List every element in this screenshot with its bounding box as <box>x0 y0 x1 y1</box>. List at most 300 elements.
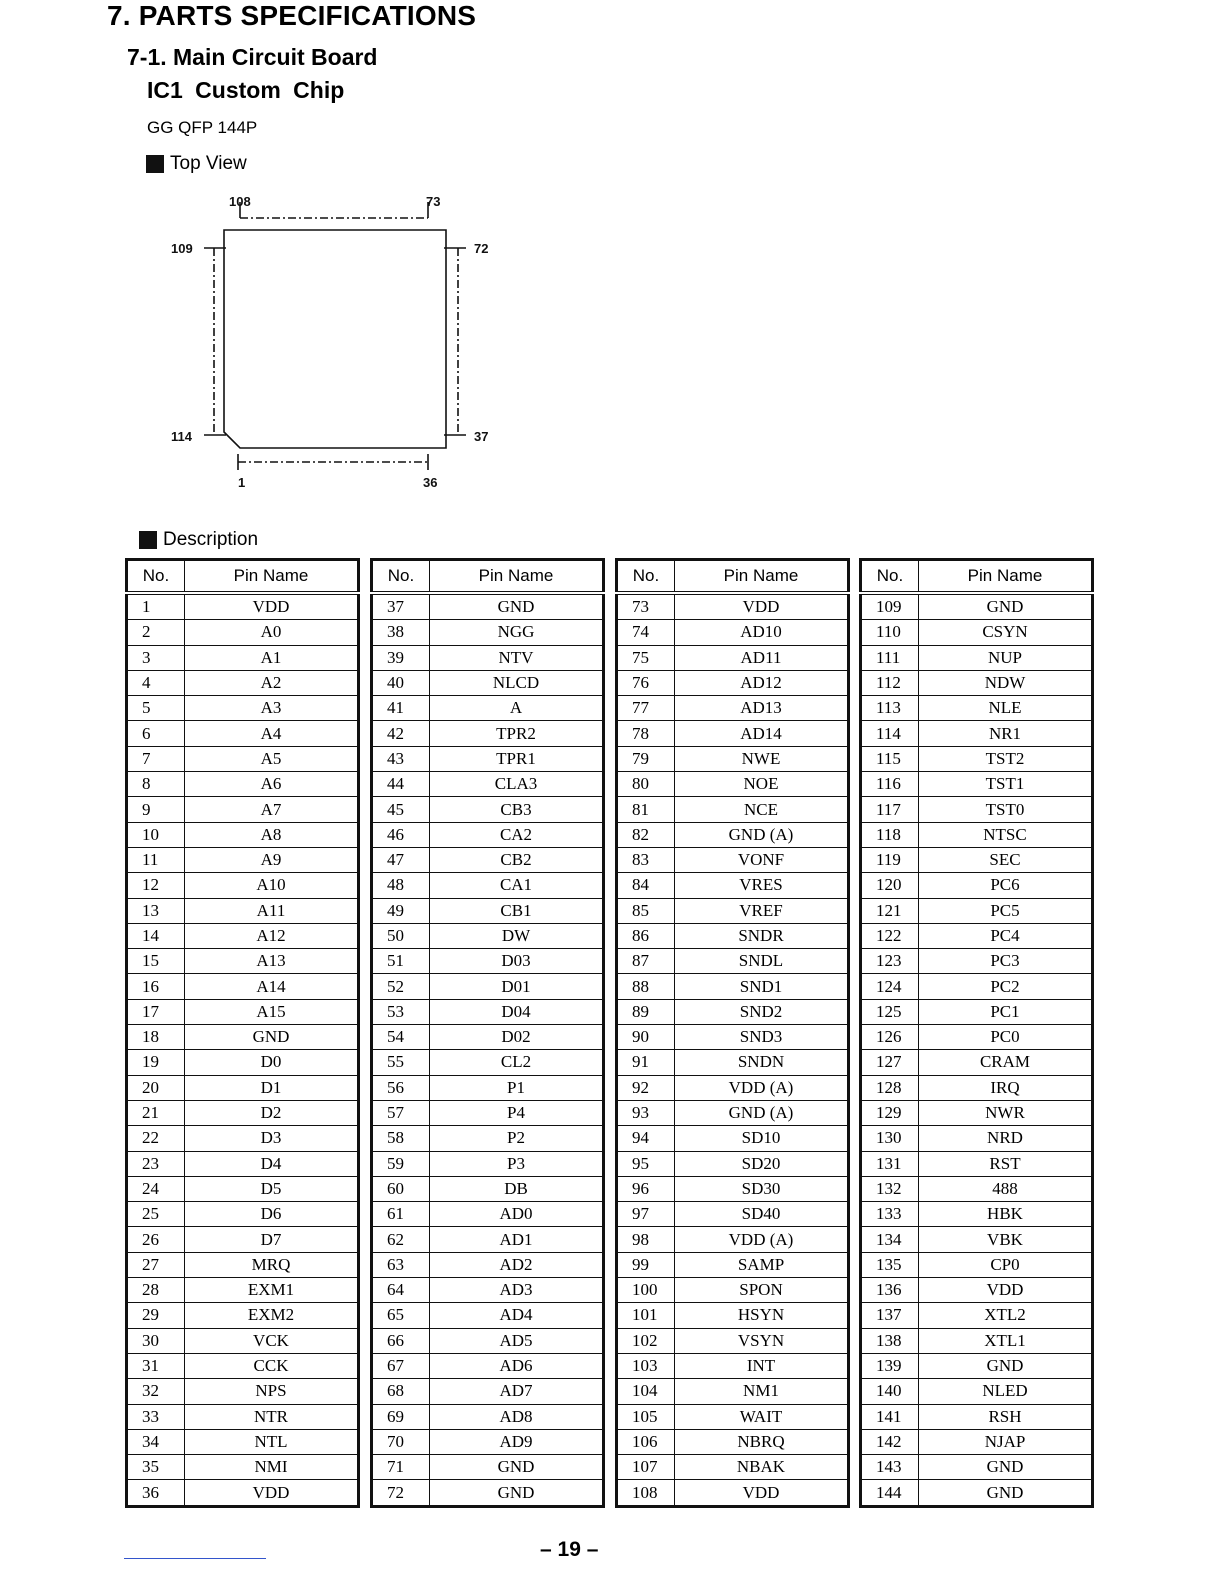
pin-label-108: 108 <box>229 194 251 209</box>
pin-number: 123 <box>861 949 919 974</box>
pin-number: 73 <box>617 593 675 620</box>
pin-name: VONF <box>675 847 849 872</box>
pin-number: 142 <box>861 1429 919 1454</box>
table-row <box>372 645 604 670</box>
pin-number: 62 <box>372 1227 430 1252</box>
pin-number: 7 <box>127 746 185 771</box>
pin-name: D04 <box>430 999 604 1024</box>
pin-name: VDD (A) <box>675 1227 849 1252</box>
table-row <box>127 1429 359 1454</box>
pin-number: 137 <box>861 1303 919 1328</box>
pin-name: TPR1 <box>430 746 604 771</box>
table-row <box>861 999 1093 1024</box>
column-header-pin-name: Pin Name <box>430 560 604 594</box>
pin-name: A9 <box>185 847 359 872</box>
table-row <box>861 1328 1093 1353</box>
table-row <box>617 999 849 1024</box>
pin-number: 106 <box>617 1429 675 1454</box>
table-row <box>861 797 1093 822</box>
pin-name: NWE <box>675 746 849 771</box>
pin-name: CSYN <box>919 620 1093 645</box>
pin-number: 96 <box>617 1176 675 1201</box>
pin-name: VRES <box>675 873 849 898</box>
pin-number: 75 <box>617 645 675 670</box>
pin-number: 79 <box>617 746 675 771</box>
pin-name: A8 <box>185 822 359 847</box>
pin-number: 52 <box>372 974 430 999</box>
pin-number: 26 <box>127 1227 185 1252</box>
pin-number: 67 <box>372 1353 430 1378</box>
pin-number: 109 <box>861 593 919 620</box>
pin-number: 47 <box>372 847 430 872</box>
pin-name: AD13 <box>675 696 849 721</box>
pin-name: SND3 <box>675 1025 849 1050</box>
pin-number: 89 <box>617 999 675 1024</box>
pin-name: VDD <box>185 1480 359 1506</box>
table-row <box>372 847 604 872</box>
pin-number: 141 <box>861 1404 919 1429</box>
table-row <box>617 620 849 645</box>
pin-number: 115 <box>861 746 919 771</box>
table-row <box>372 1455 604 1480</box>
table-row <box>617 923 849 948</box>
pin-number: 91 <box>617 1050 675 1075</box>
table-row <box>127 593 359 620</box>
pin-name: AD14 <box>675 721 849 746</box>
table-row <box>127 1151 359 1176</box>
table-row <box>372 898 604 923</box>
table-row <box>617 1202 849 1227</box>
pin-number: 15 <box>127 949 185 974</box>
pin-number: 14 <box>127 923 185 948</box>
pin-name: CA1 <box>430 873 604 898</box>
table-row <box>861 873 1093 898</box>
pin-name: P2 <box>430 1126 604 1151</box>
table-row <box>372 949 604 974</box>
pin-number: 101 <box>617 1303 675 1328</box>
pin-number: 38 <box>372 620 430 645</box>
pin-number: 8 <box>127 772 185 797</box>
table-row <box>617 645 849 670</box>
pin-number: 36 <box>127 1480 185 1506</box>
table-row <box>372 1050 604 1075</box>
pin-name: VDD <box>185 593 359 620</box>
pin-number: 46 <box>372 822 430 847</box>
pin-name: NMI <box>185 1455 359 1480</box>
pin-name: A12 <box>185 923 359 948</box>
table-row <box>372 1379 604 1404</box>
table-row <box>127 721 359 746</box>
pin-name: NR1 <box>919 721 1093 746</box>
pin-name: NBAK <box>675 1455 849 1480</box>
pin-name: D1 <box>185 1075 359 1100</box>
pin-name: HBK <box>919 1202 1093 1227</box>
table-row <box>372 999 604 1024</box>
pin-number: 71 <box>372 1455 430 1480</box>
pin-number: 113 <box>861 696 919 721</box>
table-row <box>861 949 1093 974</box>
pin-name: A3 <box>185 696 359 721</box>
pin-number: 56 <box>372 1075 430 1100</box>
table-row <box>127 974 359 999</box>
pin-name: SNDR <box>675 923 849 948</box>
pin-number: 144 <box>861 1480 919 1506</box>
table-row <box>861 1303 1093 1328</box>
pin-number: 35 <box>127 1455 185 1480</box>
pin-name: VDD <box>675 1480 849 1506</box>
pin-number: 64 <box>372 1278 430 1303</box>
pin-number: 99 <box>617 1252 675 1277</box>
pin-name: SND1 <box>675 974 849 999</box>
pin-name: P4 <box>430 1100 604 1125</box>
table-row <box>372 1202 604 1227</box>
table-row <box>372 746 604 771</box>
pin-table-4 <box>859 558 1094 1508</box>
pin-name: GND <box>919 1353 1093 1378</box>
pin-number: 29 <box>127 1303 185 1328</box>
table-row <box>617 1025 849 1050</box>
pin-number: 19 <box>127 1050 185 1075</box>
pin-name: D5 <box>185 1176 359 1201</box>
pin-number: 11 <box>127 847 185 872</box>
pin-name: A6 <box>185 772 359 797</box>
pin-number: 21 <box>127 1100 185 1125</box>
pin-name: NTR <box>185 1404 359 1429</box>
table-row <box>127 797 359 822</box>
pin-name: D3 <box>185 1126 359 1151</box>
pin-number: 97 <box>617 1202 675 1227</box>
pin-name: GND <box>919 593 1093 620</box>
pin-number: 3 <box>127 645 185 670</box>
pin-number: 44 <box>372 772 430 797</box>
pin-name: MRQ <box>185 1252 359 1277</box>
pin-number: 105 <box>617 1404 675 1429</box>
pin-name: AD0 <box>430 1202 604 1227</box>
table-row <box>617 797 849 822</box>
table-row <box>372 1075 604 1100</box>
table-row <box>861 1050 1093 1075</box>
table-row <box>127 1328 359 1353</box>
pin-name: NLCD <box>430 670 604 695</box>
pin-number: 41 <box>372 696 430 721</box>
bullet-square-icon <box>146 155 164 173</box>
table-row <box>372 1480 604 1506</box>
table-row <box>861 1227 1093 1252</box>
pin-name: D01 <box>430 974 604 999</box>
pin-name: VDD <box>675 593 849 620</box>
pin-number: 93 <box>617 1100 675 1125</box>
pin-name: AD5 <box>430 1328 604 1353</box>
pin-name: GND <box>430 1480 604 1506</box>
pin-number: 81 <box>617 797 675 822</box>
table-row <box>127 1202 359 1227</box>
pin-name: RST <box>919 1151 1093 1176</box>
pin-number: 117 <box>861 797 919 822</box>
table-row <box>127 620 359 645</box>
table-row <box>127 1404 359 1429</box>
pin-name: SNDL <box>675 949 849 974</box>
table-row <box>372 1328 604 1353</box>
pin-table-1 <box>125 558 360 1508</box>
pin-name: PC2 <box>919 974 1093 999</box>
table-row <box>127 898 359 923</box>
table-row <box>372 1303 604 1328</box>
pin-name: IRQ <box>919 1075 1093 1100</box>
pin-name: AD4 <box>430 1303 604 1328</box>
pin-number: 40 <box>372 670 430 695</box>
pin-name: SAMP <box>675 1252 849 1277</box>
pin-name: A1 <box>185 645 359 670</box>
pin-number: 16 <box>127 974 185 999</box>
pin-number: 124 <box>861 974 919 999</box>
pin-number: 42 <box>372 721 430 746</box>
pin-name: SPON <box>675 1278 849 1303</box>
pin-name: PC5 <box>919 898 1093 923</box>
pin-number: 98 <box>617 1227 675 1252</box>
pin-number: 66 <box>372 1328 430 1353</box>
pin-number: 53 <box>372 999 430 1024</box>
pin-number: 54 <box>372 1025 430 1050</box>
description-label: Description <box>163 529 259 550</box>
table-row <box>127 645 359 670</box>
pin-number: 110 <box>861 620 919 645</box>
pin-name: P3 <box>430 1151 604 1176</box>
table-row <box>372 1278 604 1303</box>
pin-number: 69 <box>372 1404 430 1429</box>
pin-number: 23 <box>127 1151 185 1176</box>
pin-name: GND (A) <box>675 1100 849 1125</box>
pin-number: 87 <box>617 949 675 974</box>
pin-number: 84 <box>617 873 675 898</box>
pin-name: HSYN <box>675 1303 849 1328</box>
table-row <box>861 847 1093 872</box>
pin-number: 82 <box>617 822 675 847</box>
pin-number: 143 <box>861 1455 919 1480</box>
pin-number: 6 <box>127 721 185 746</box>
pin-number: 131 <box>861 1151 919 1176</box>
table-row <box>861 1025 1093 1050</box>
pin-number: 65 <box>372 1303 430 1328</box>
table-row <box>127 1100 359 1125</box>
table-row <box>127 1303 359 1328</box>
pin-name: NCE <box>675 797 849 822</box>
table-row <box>861 1278 1093 1303</box>
pin-number: 31 <box>127 1353 185 1378</box>
pin-number: 114 <box>861 721 919 746</box>
table-row <box>127 1075 359 1100</box>
pin-name: A0 <box>185 620 359 645</box>
pin-number: 37 <box>372 593 430 620</box>
pin-number: 125 <box>861 999 919 1024</box>
pin-number: 10 <box>127 822 185 847</box>
pin-name: GND <box>185 1025 359 1050</box>
pin-number: 85 <box>617 898 675 923</box>
pin-name: NDW <box>919 670 1093 695</box>
table-row <box>617 1429 849 1454</box>
table-row <box>372 974 604 999</box>
pin-number: 12 <box>127 873 185 898</box>
pin-name: A <box>430 696 604 721</box>
pin-number: 24 <box>127 1176 185 1201</box>
column-header-no: No. <box>861 560 919 594</box>
pin-name: D03 <box>430 949 604 974</box>
table-row <box>372 1126 604 1151</box>
pin-name: AD6 <box>430 1353 604 1378</box>
pin-name: CL2 <box>430 1050 604 1075</box>
pin-name: D0 <box>185 1050 359 1075</box>
pin-name: CB3 <box>430 797 604 822</box>
pin-name: NPS <box>185 1379 359 1404</box>
pin-name: PC0 <box>919 1025 1093 1050</box>
pin-number: 88 <box>617 974 675 999</box>
table-row <box>127 1353 359 1378</box>
pin-name: AD1 <box>430 1227 604 1252</box>
pin-number: 25 <box>127 1202 185 1227</box>
pin-table-2 <box>370 558 605 1508</box>
table-row <box>127 949 359 974</box>
pin-number: 20 <box>127 1075 185 1100</box>
pin-label-73: 73 <box>426 194 441 209</box>
pin-name: CB2 <box>430 847 604 872</box>
description-heading <box>139 529 258 551</box>
pin-number: 133 <box>861 1202 919 1227</box>
table-row <box>861 1252 1093 1277</box>
pin-number: 32 <box>127 1379 185 1404</box>
pin-number: 80 <box>617 772 675 797</box>
table-row <box>617 1303 849 1328</box>
pin-number: 134 <box>861 1227 919 1252</box>
pin-name: GND <box>919 1455 1093 1480</box>
pin-number: 135 <box>861 1252 919 1277</box>
pin-number: 107 <box>617 1455 675 1480</box>
pin-name: CCK <box>185 1353 359 1378</box>
pin-name: GND <box>430 1455 604 1480</box>
pin-number: 129 <box>861 1100 919 1125</box>
pin-label-36: 36 <box>423 475 438 490</box>
table-row <box>127 923 359 948</box>
table-row <box>617 1353 849 1378</box>
table-row <box>372 1353 604 1378</box>
table-header-row <box>861 560 1093 594</box>
table-row <box>617 593 849 620</box>
table-header-row <box>127 560 359 594</box>
table-row <box>127 1025 359 1050</box>
pin-number: 104 <box>617 1379 675 1404</box>
pin-name: SNDN <box>675 1050 849 1075</box>
pin-name: AD9 <box>430 1429 604 1454</box>
pin-number: 63 <box>372 1252 430 1277</box>
pin-number: 76 <box>617 670 675 695</box>
table-row <box>127 1126 359 1151</box>
pin-label-109: 109 <box>171 241 193 256</box>
table-header-row <box>617 560 849 594</box>
pin-number: 34 <box>127 1429 185 1454</box>
pin-number: 83 <box>617 847 675 872</box>
pin-number: 22 <box>127 1126 185 1151</box>
pin-number: 138 <box>861 1328 919 1353</box>
table-row <box>861 1379 1093 1404</box>
pin-number: 45 <box>372 797 430 822</box>
pin-name: P1 <box>430 1075 604 1100</box>
pin-name: PC4 <box>919 923 1093 948</box>
pin-name: NM1 <box>675 1379 849 1404</box>
table-row <box>617 1050 849 1075</box>
pin-name: NJAP <box>919 1429 1093 1454</box>
table-row <box>861 1126 1093 1151</box>
pin-name: NLED <box>919 1379 1093 1404</box>
column-header-pin-name: Pin Name <box>919 560 1093 594</box>
pin-label-72: 72 <box>474 241 489 256</box>
table-row <box>861 645 1093 670</box>
pin-number: 102 <box>617 1328 675 1353</box>
pin-name: 488 <box>919 1176 1093 1201</box>
pin-number: 122 <box>861 923 919 948</box>
table-row <box>372 797 604 822</box>
pin-name: AD10 <box>675 620 849 645</box>
table-row <box>617 1100 849 1125</box>
table-row <box>372 1151 604 1176</box>
pin-name: A5 <box>185 746 359 771</box>
pin-name: VCK <box>185 1328 359 1353</box>
pin-number: 18 <box>127 1025 185 1050</box>
table-row <box>861 746 1093 771</box>
pin-number: 139 <box>861 1353 919 1378</box>
pin-name: A14 <box>185 974 359 999</box>
table-header-row <box>372 560 604 594</box>
table-row <box>617 1480 849 1506</box>
pin-name: TST2 <box>919 746 1093 771</box>
pin-name: NWR <box>919 1100 1093 1125</box>
pin-number: 108 <box>617 1480 675 1506</box>
table-row <box>127 873 359 898</box>
pin-number: 128 <box>861 1075 919 1100</box>
table-row <box>617 873 849 898</box>
pin-number: 68 <box>372 1379 430 1404</box>
table-row <box>861 670 1093 695</box>
pin-name: SND2 <box>675 999 849 1024</box>
pin-number: 57 <box>372 1100 430 1125</box>
pin-name: RSH <box>919 1404 1093 1429</box>
table-row <box>617 670 849 695</box>
pin-name: SD40 <box>675 1202 849 1227</box>
table-row <box>372 1227 604 1252</box>
table-row <box>617 1075 849 1100</box>
table-row <box>617 721 849 746</box>
pin-number: 77 <box>617 696 675 721</box>
pin-number: 116 <box>861 772 919 797</box>
table-row <box>617 847 849 872</box>
pin-table-3 <box>615 558 850 1508</box>
pin-name: D7 <box>185 1227 359 1252</box>
table-row <box>861 593 1093 620</box>
table-row <box>861 1429 1093 1454</box>
table-row <box>127 670 359 695</box>
table-row <box>617 772 849 797</box>
pin-name: CP0 <box>919 1252 1093 1277</box>
top-view-label: Top View <box>170 153 247 174</box>
pin-name: CA2 <box>430 822 604 847</box>
chip-body-outline <box>224 230 446 448</box>
table-row <box>127 1379 359 1404</box>
table-row <box>617 1404 849 1429</box>
pin-name: NLE <box>919 696 1093 721</box>
table-row <box>617 1151 849 1176</box>
pin-number: 51 <box>372 949 430 974</box>
table-row <box>617 1252 849 1277</box>
pin-number: 33 <box>127 1404 185 1429</box>
pin-name: GND <box>919 1480 1093 1506</box>
pin-name: WAIT <box>675 1404 849 1429</box>
